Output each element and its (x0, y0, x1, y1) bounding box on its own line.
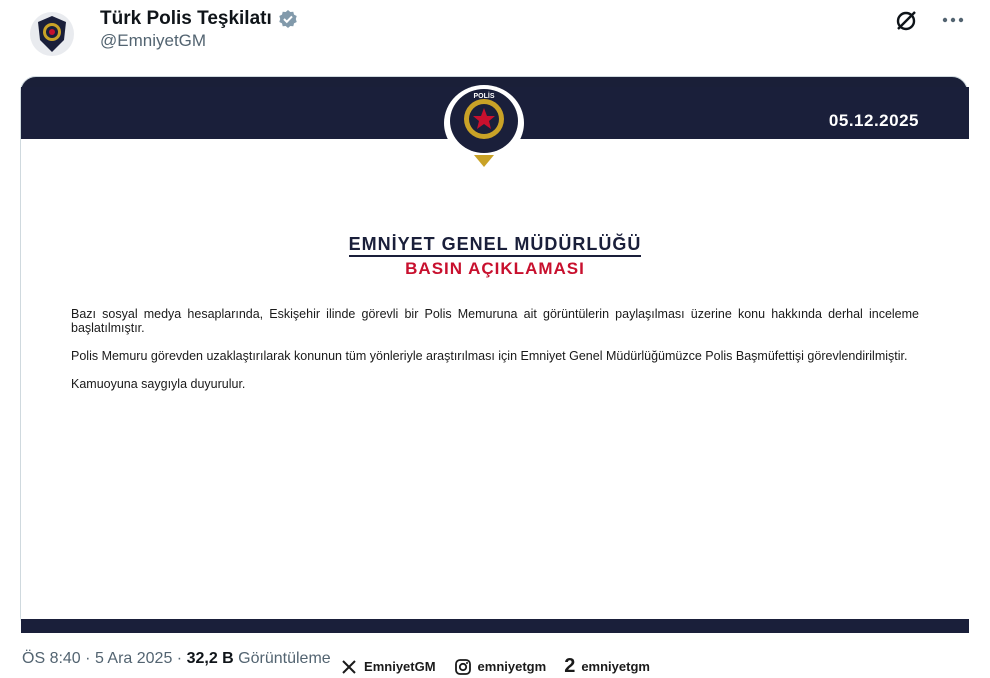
handle[interactable]: @EmniyetGM (100, 31, 207, 50)
paragraph: Polis Memuru görevden uzaklaştırılarak konunun tüm yönleriyle araştırılması için Emniyet Genel Müdürlüğümüzce Polis Başmüfettişi görevlendirilmiştir. (71, 349, 908, 363)
press-release-title: BASIN AÇIKLAMASI (405, 259, 585, 278)
meta-separator: · (176, 650, 183, 667)
paragraph: Bazı sosyal medya hesaplarında, Eskişehir ilinde görevli bir Polis Memuruna ait görüntülerin paylaşılması üzerine konu hakkında derhal inceleme başlatılmıştır. (71, 307, 919, 335)
footer-nsosyal (564, 655, 650, 678)
footer-nsosyal-handle: emniyetgm (581, 659, 650, 674)
police-emblem-icon (434, 81, 534, 171)
more-icon[interactable] (938, 8, 968, 32)
views-label: Görüntüleme (238, 650, 331, 667)
display-name-text: Türk Polis Teşkilatı (100, 8, 272, 29)
police-emblem (434, 81, 534, 171)
document-date: 05.12.2025 (828, 111, 919, 130)
verified-badge-icon (278, 9, 298, 29)
footer-instagram-handle: emniyetgm (477, 659, 547, 674)
post-time[interactable]: ÖS 8:40 (22, 650, 81, 667)
grok-icon[interactable] (894, 8, 918, 32)
post-header (0, 0, 990, 70)
footer-instagram (454, 658, 547, 676)
x-logo-icon (340, 658, 358, 676)
views-count: 32,2 B (186, 650, 234, 667)
document-body (71, 307, 919, 405)
police-badge-icon (28, 10, 76, 58)
instagram-icon (454, 658, 472, 676)
footer-x-handle: EmniyetGM (364, 659, 436, 674)
avatar[interactable] (28, 10, 76, 58)
emblem-text: POLİS (473, 93, 495, 100)
nsosyal-logo-text: 2 (564, 655, 576, 677)
paragraph: Kamuoyuna saygıyla duyurulur. (71, 377, 246, 391)
document-footer-band (21, 619, 969, 633)
display-name[interactable] (100, 8, 298, 30)
post-meta (22, 650, 331, 668)
footer-x (340, 658, 436, 676)
meta-separator: · (85, 650, 91, 667)
post-date[interactable]: 5 Ara 2025 (94, 650, 173, 667)
organization-title: EMNİYET GENEL MÜDÜRLÜĞÜ (21, 234, 969, 255)
